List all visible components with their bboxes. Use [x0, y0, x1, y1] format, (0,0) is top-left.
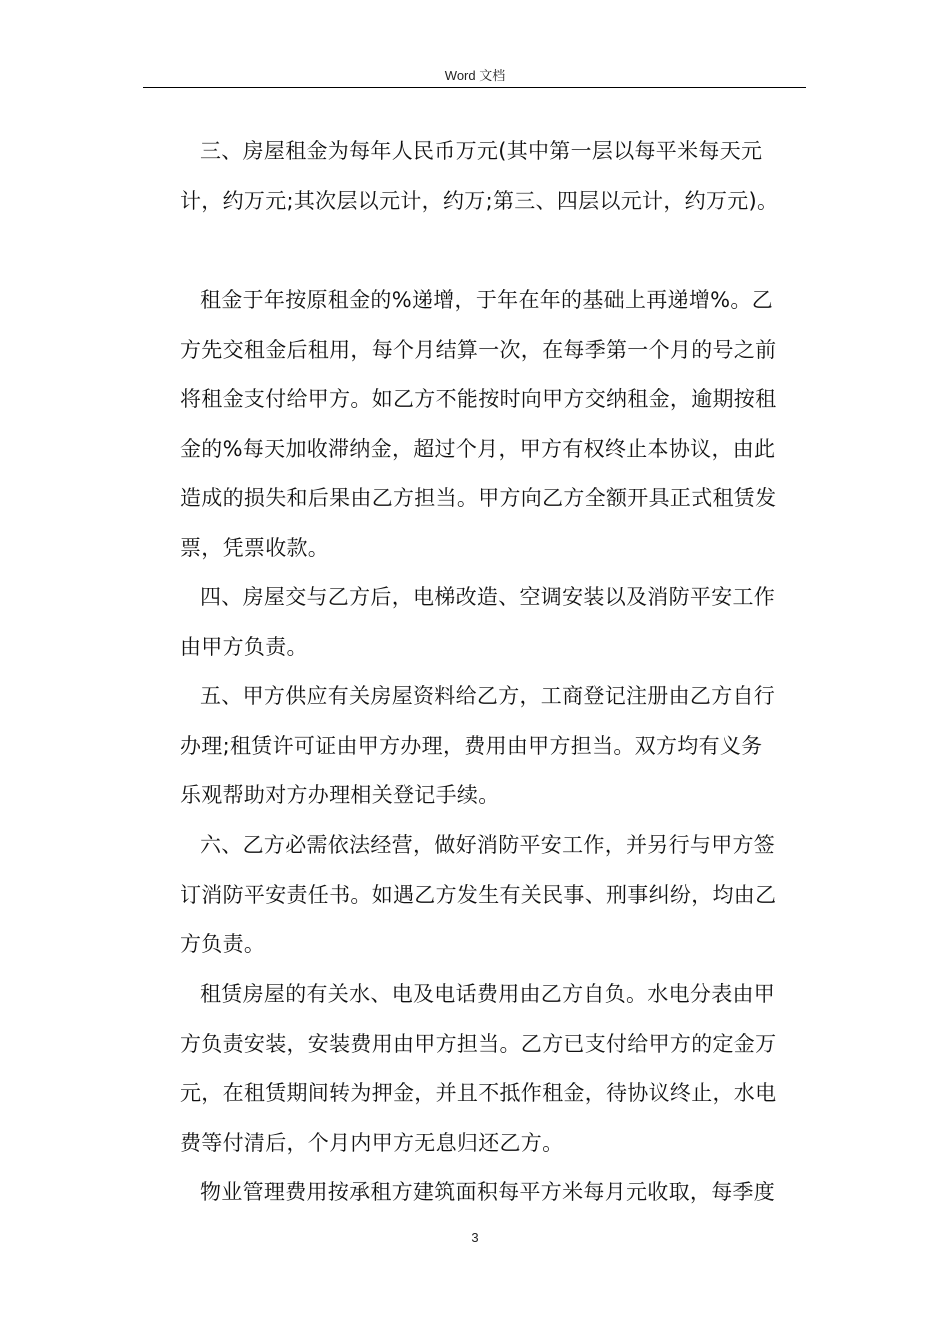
text-line: 物业管理费用按承租方建筑面积每平方米每月元收取，每季度 — [200, 1180, 776, 1204]
paragraph-rent-increase — [180, 276, 808, 573]
text-line: 将租金支付给甲方。如乙方不能按时向甲方交纳租金，逾期按租 — [180, 387, 777, 411]
page-number: 3 — [471, 1230, 479, 1245]
paragraph-clause-four — [180, 573, 808, 672]
text-line: 方负责。 — [180, 932, 266, 956]
header-rule — [143, 87, 806, 88]
text-line: 三、房屋租金为每年人民币万元(其中第一层以每平米每天元 — [200, 139, 763, 163]
text-line: 方负责安装，安装费用由甲方担当。乙方已支付给甲方的定金万 — [180, 1031, 777, 1056]
paragraph-utilities — [180, 970, 808, 1168]
header-title: Word 文档 — [444, 68, 506, 83]
text-line: 乐观帮助对方办理相关登记手续。 — [180, 783, 500, 807]
paragraph-rent-amount — [180, 127, 808, 226]
text-line: 五、甲方供应有关房屋资料给乙方，工商登记注册由乙方自行 — [200, 684, 776, 708]
text-line: 计，约万元;其次层以元计，约万;第三、四层以元计，约万元)。 — [180, 188, 779, 213]
paragraph-clause-six — [180, 821, 808, 970]
paragraph-property-fee — [180, 1168, 808, 1218]
text-line: 订消防平安责任书。如遇乙方发生有关民事、刑事纠纷，均由乙 — [180, 882, 777, 907]
text-line: 元，在租赁期间转为押金，并且不抵作租金，待协议终止，水电 — [180, 1081, 777, 1105]
text-line: 由甲方负责。 — [180, 634, 308, 659]
text-line: 租金于年按原租金的%递增，于年在年的基础上再递增%。乙 — [200, 288, 774, 312]
text-line: 金的%每天加收滞纳金，超过个月，甲方有权终止本协议，由此 — [180, 436, 776, 461]
text-line: 六、乙方必需依法经营，做好消防平安工作，并另行与甲方签 — [200, 833, 776, 857]
text-line: 办理;租赁许可证由甲方办理，费用由甲方担当。双方均有义务 — [180, 733, 763, 758]
text-line: 造成的损失和后果由乙方担当。甲方向乙方全额开具正式租赁发 — [180, 486, 777, 510]
text-line: 方先交租金后租用，每个月结算一次，在每季第一个月的号之前 — [180, 337, 777, 362]
text-line: 租赁房屋的有关水、电及电话费用由乙方自负。水电分表由甲 — [200, 982, 776, 1006]
text-line: 费等付清后，个月内甲方无息归还乙方。 — [180, 1130, 564, 1155]
paragraph-clause-five — [180, 672, 808, 821]
text-line: 票，凭票收款。 — [180, 535, 330, 560]
text-line: 四、房屋交与乙方后，电梯改造、空调安装以及消防平安工作 — [200, 585, 776, 609]
